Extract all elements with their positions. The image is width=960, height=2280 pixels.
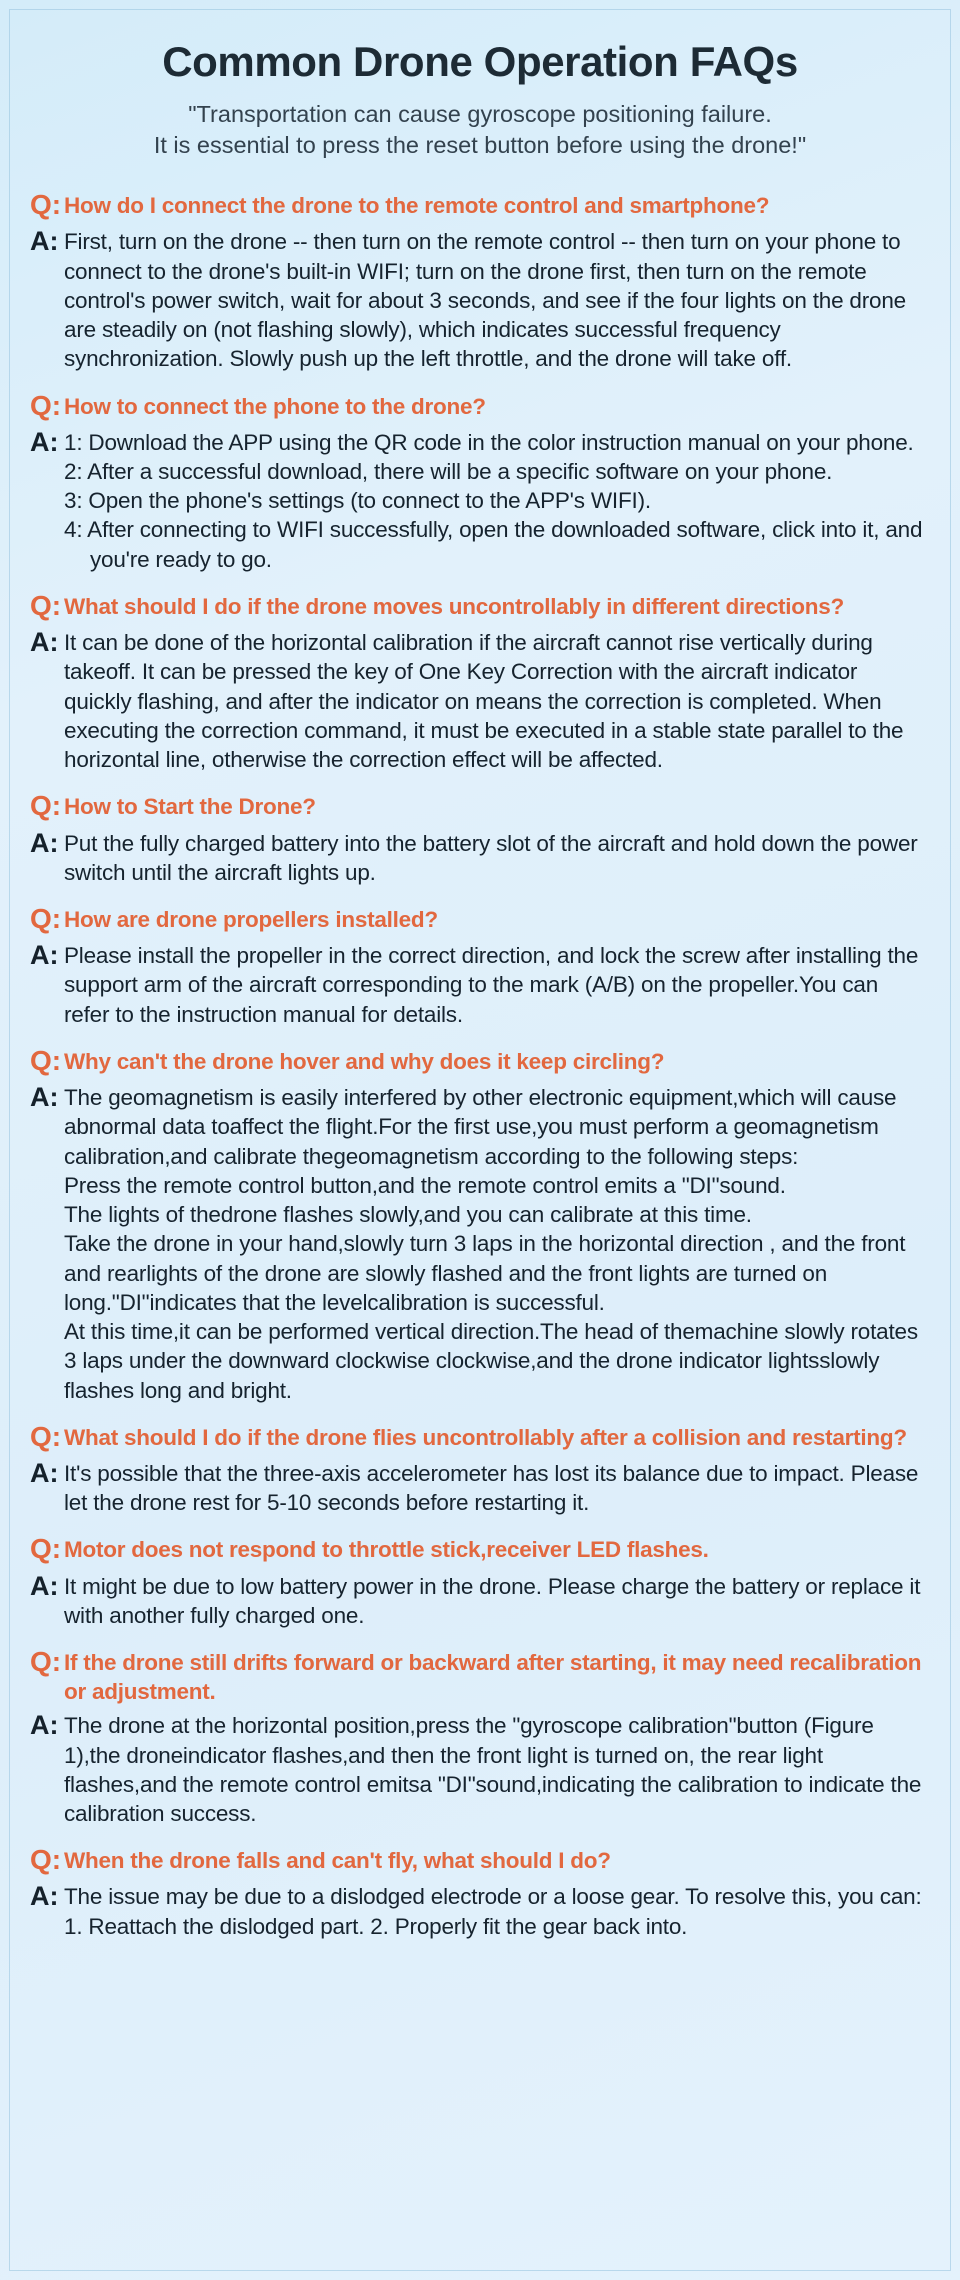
faq-question-row	[30, 1845, 928, 1877]
faq-answer-text: It's possible that the three-axis accelerometer has lost its balance due to impact. Please let the drone rest for 5-10 seconds before restarting it.	[64, 1460, 919, 1516]
faq-question-text: How are drone propellers installed?	[64, 907, 438, 932]
answer-paragraph: Press the remote control button,and the remote control emits a "DI"sound.	[64, 1172, 786, 1198]
question-marker: Q:	[30, 1646, 62, 1678]
faq-question-text: How to Start the Drone?	[64, 794, 316, 820]
faq-question-row	[30, 591, 928, 623]
faq-answer-text: The drone at the horizontal position,press the "gyroscope calibration"button (Figure 1),the droneindicator flashes,and then the front light is turned on, the rear light flashes,and the remote control emitsa "DI"sound,indicating the calibration to indicate the calibration success.	[64, 1713, 922, 1826]
question-marker: Q:	[30, 1420, 62, 1452]
answer-step-list	[64, 428, 928, 574]
answer-marker: A:	[30, 627, 59, 658]
faq-answer-text: The issue may be due to a dislodged electrode or a loose gear. To resolve this, you can: 1. Reattach the dislodged part. 2. Properly fit the gear back into.	[64, 1884, 922, 1939]
faq-answer-text	[64, 1081, 928, 1405]
faq-item	[30, 1534, 928, 1630]
question-marker: Q:	[30, 790, 62, 822]
answer-step-item: 3: Open the phone's settings (to connect to the APP's WIFI).	[64, 488, 651, 514]
faq-question-text: Motor does not respond to throttle stick,receiver LED flashes.	[64, 1537, 709, 1563]
subtitle-line-1: "Transportation can cause gyroscope positioning failure.	[188, 101, 772, 128]
answer-marker: A:	[30, 827, 59, 858]
answer-marker: A:	[30, 1457, 59, 1488]
faq-question-row	[30, 391, 928, 423]
faq-question-text: What should I do if the drone moves uncontrollably in different directions?	[64, 593, 845, 619]
answer-marker: A:	[30, 1710, 59, 1741]
subtitle-line-2: It is essential to press the reset button before using the drone!"	[153, 131, 807, 158]
faq-question-text: How to connect the phone to the drone?	[64, 393, 486, 419]
faq-question-row	[30, 1534, 928, 1566]
faq-answer-row	[30, 827, 928, 888]
faq-answer-text: It might be due to low battery power in the drone. Please charge the battery or replace it with another fully charged one.	[64, 1573, 921, 1628]
faq-list	[22, 190, 938, 1941]
faq-question-row	[30, 1046, 928, 1078]
faq-item	[30, 591, 928, 774]
question-marker: Q:	[30, 1533, 62, 1565]
faq-question-row	[30, 190, 928, 222]
faq-answer-row	[30, 225, 928, 373]
answer-marker: A:	[30, 226, 59, 257]
answer-paragraph: Take the drone in your hand,slowly turn 3 laps in the horizontal direction , and the front and rearlights of the drone are slowly flashed and the front lights are turned on long."DI"indicates that the levelcalibration is successful.	[64, 1231, 906, 1315]
answer-paragraph: The geomagnetism is easily interfered by other electronic equipment,which will cause abnormal data toaffect the flight.For the first use,you must perform a geomagnetism calibration,and calibrate thegeomagnetism according to the following steps:	[64, 1085, 897, 1169]
faq-item	[30, 1422, 928, 1518]
page-subtitle	[32, 99, 928, 160]
faq-answer-row	[30, 1081, 928, 1405]
faq-question-text: If the drone still drifts forward or backward after starting, it may need recalibration or adjustment.	[64, 1650, 922, 1704]
page-header	[22, 26, 938, 164]
faq-answer-text: First, turn on the drone -- then turn on the remote control -- then turn on your phone to connect to the drone's built-in WIFI; turn on the drone first, then turn on the remote control's power switch, wait for about 3 seconds, and see if the four lights on the drone are steadily on (not flashing slowly), which indicates successful frequency synchronization. Slowly push up the left throttle, and the drone will take off.	[64, 229, 906, 372]
faq-question-row	[30, 1422, 928, 1454]
question-marker: Q:	[30, 589, 62, 621]
answer-step-item: 4: After connecting to WIFI successfully, open the downloaded software, click into it, and you're ready to go.	[64, 517, 923, 572]
answer-step-item: 2: After a successful download, there will be a specific software on your phone.	[64, 458, 833, 484]
question-marker: Q:	[30, 903, 62, 934]
faq-answer-text: Please install the propeller in the correct direction, and lock the screw after installing the support arm of the aircraft corresponding to the mark (A/B) on the propeller.You can refer to the instruction manual for details.	[64, 943, 919, 1027]
faq-question-row	[30, 904, 928, 936]
faq-answer-row	[30, 1880, 928, 1941]
answer-paragraph: The lights of thedrone flashes slowly,and you can calibrate at this time.	[64, 1202, 752, 1228]
question-marker: Q:	[30, 389, 62, 421]
faq-answer-row	[30, 1570, 928, 1631]
faq-item	[30, 904, 928, 1029]
faq-item	[30, 1647, 928, 1828]
faq-item	[30, 391, 928, 574]
question-marker: Q:	[30, 1044, 62, 1076]
page-title: Common Drone Operation FAQs	[162, 38, 798, 85]
answer-paragraph: At this time,it can be performed vertical direction.The head of themachine slowly rotates 3 laps under the downward clockwise clockwise,and the drone indicator lightsslowly flashes long and bright.	[64, 1319, 918, 1403]
faq-item	[30, 1046, 928, 1405]
answer-marker: A:	[30, 1881, 59, 1912]
answer-marker: A:	[30, 940, 59, 971]
faq-question-row	[30, 791, 928, 823]
answer-step-item: 1: Download the APP using the QR code in the color instruction manual on your phone.	[64, 429, 914, 455]
question-marker: Q:	[30, 189, 62, 221]
faq-question-text: How do I connect the drone to the remote control and smartphone?	[64, 193, 770, 219]
faq-question-text: When the drone falls and can't fly, what should I do?	[64, 1848, 611, 1874]
faq-answer-row	[30, 1709, 928, 1828]
faq-answer-text	[64, 426, 928, 574]
faq-answer-text: Put the fully charged battery into the battery slot of the aircraft and hold down the power switch until the aircraft lights up.	[64, 830, 918, 885]
faq-item	[30, 1845, 928, 1941]
faq-question-text: What should I do if the drone flies uncontrollably after a collision and restarting?	[64, 1424, 907, 1450]
faq-question-row	[30, 1647, 928, 1706]
faq-item	[30, 791, 928, 887]
question-marker: Q:	[30, 1844, 62, 1876]
faq-question-text: Why can't the drone hover and why does it keep circling?	[64, 1048, 665, 1074]
faq-answer-row	[30, 939, 928, 1029]
faq-answer-row	[30, 426, 928, 574]
faq-answer-row	[30, 626, 928, 774]
faq-answer-text: It can be done of the horizontal calibration if the aircraft cannot rise vertically during takeoff. It can be pressed the key of One Key Correction with the aircraft indicator quickly flashing, and after the indicator on means the correction is completed. When executing the correction command, it must be executed in a stable state parallel to the horizontal line, otherwise the correction effect will be affected.	[64, 630, 904, 773]
answer-marker: A:	[30, 1082, 59, 1113]
answer-marker: A:	[30, 1570, 59, 1601]
answer-marker: A:	[30, 426, 59, 457]
faq-item	[30, 190, 928, 373]
faq-answer-row	[30, 1457, 928, 1518]
